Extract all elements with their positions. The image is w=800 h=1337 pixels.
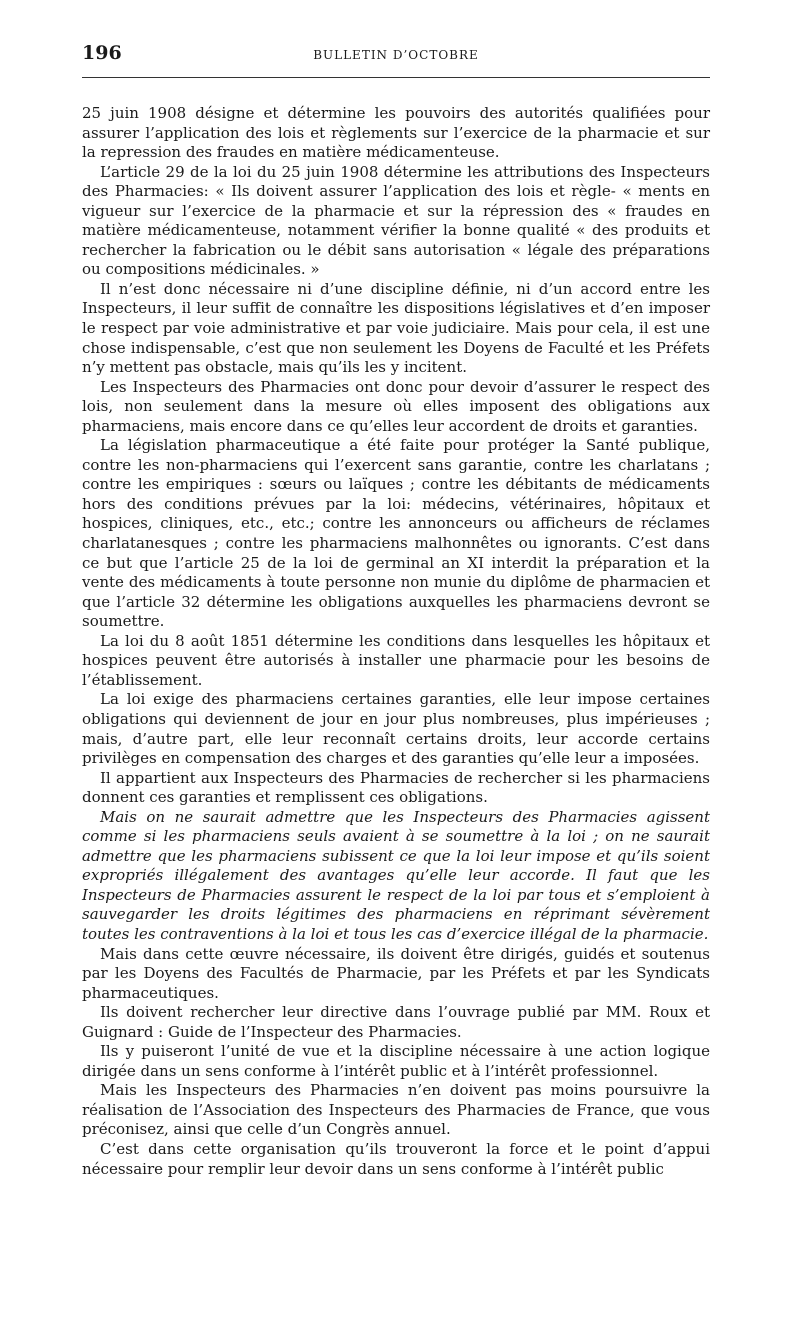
- paragraph: Il appartient aux Inspecteurs des Pharmacies de rechercher si les pharmaciens donnent ces garanties et remplissent ces obligations.: [82, 768, 710, 807]
- body-text: [82, 104, 710, 1179]
- paragraph: 25 juin 1908 désigne et détermine les pouvoirs des autorités qualifiées pour assurer l’application des lois et règlements sur l’exercice de la pharmacie et sur la repression des fraudes en matière médicamenteuse.: [82, 104, 710, 162]
- paragraph: Ils doivent rechercher leur directive dans l’ouvrage publié par MM. Roux et Guignard : Guide de l’Inspecteur des Pharmacies.: [82, 1003, 710, 1041]
- page-number: 196: [82, 42, 122, 64]
- paragraph: L’article 29 de la loi du 25 juin 1908 détermine les attributions des Inspecteurs des Pharmacies: « Ils doivent assurer l’application des lois et règle- « ments en vigueur sur l’exercice de la pharmacie et sur la répression des « fraudes en matière médicamenteuse, notamment vérifier la bonne qualité « des produits et rechercher la fabrication ou le débit sans autorisation « légale des préparations ou compositions médicinales. »: [82, 162, 710, 279]
- paragraph: La loi du 8 août 1851 détermine les conditions dans lesquelles les hôpitaux et hospices peuvent être autorisés à installer une pharmacie pour les besoins de l’établissement.: [82, 631, 710, 689]
- header-rule: [82, 77, 710, 78]
- paragraph: Les Inspecteurs des Pharmacies ont donc pour devoir d’assurer le respect des lois, non seulement dans la mesure où elles imposent des obligations aux pharmaciens, mais encore dans ce qu’elles leur accordent de droits et garanties.: [82, 377, 710, 435]
- paragraph: C’est dans cette organisation qu’ils trouveront la force et le point d’appui nécessaire pour remplir leur devoir dans un sens conforme à l’intérêt public: [82, 1139, 710, 1178]
- paragraph: Ils y puiseront l’unité de vue et la discipline nécessaire à une action logique dirigée dans un sens conforme à l’intérêt public et à l’intérêt professionnel.: [82, 1042, 710, 1080]
- document-page: [82, 42, 710, 1179]
- page-header: [82, 42, 710, 74]
- paragraph: La loi exige des pharmaciens certaines garanties, elle leur impose certaines obligations qui deviennent de jour en jour plus nombreuses, plus impérieuses ; mais, d’autre part, elle leur reconnaît certains droits, leur accorde certains privilèges en compensation des charges et des garanties qu’elle leur a imposées.: [82, 690, 710, 768]
- running-title: BULLETIN D’OCTOBRE: [313, 48, 479, 62]
- paragraph: Mais les Inspecteurs des Pharmacies n’en doivent pas moins poursuivre la réalisation de l’Association des Inspecteurs des Pharmacies de France, que vous préconisez, ainsi que celle d’un Congrès annuel.: [82, 1081, 710, 1139]
- paragraph: Il n’est donc nécessaire ni d’une discipline définie, ni d’un accord entre les Inspecteurs, il leur suffit de connaître les dispositions législatives et d’en imposer le respect par voie administrative et par voie judiciaire. Mais pour cela, il est une chose indispensable, c’est que non seulement les Doyens de Faculté et les Préfets n’y mettent pas obstacle, mais qu’ils les y incitent.: [82, 279, 710, 377]
- italic-paragraph: Mais on ne saurait admettre que les Inspecteurs des Pharmacies agissent comme si les pharmaciens seuls avaient à se soumettre à la loi ; on ne saurait admettre que les pharmaciens subissent ce que la loi leur impose et qu’ils soient expropriés illégalement des avantages qu’elle leur accorde. Il faut que les Inspecteurs de Pharmacies assurent le respect de la loi par tous et s’emploient à sauvegarder les droits légitimes des pharmaciens en réprimant sévèrement toutes les contraventions à la loi et tous les cas d’exercice illégal de la pharmacie.: [82, 807, 710, 943]
- paragraph: Mais dans cette œuvre nécessaire, ils doivent être dirigés, guidés et soutenus par les Doyens des Facultés de Pharmacie, par les Préfets et par les Syndicats pharmaceutiques.: [82, 944, 710, 1002]
- paragraph: La législation pharmaceutique a été faite pour protéger la Santé publique, contre les non-pharmaciens qui l’exercent sans garantie, contre les charlatans ; contre les empiriques : sœurs ou laïques ; contre les débitants de médicaments hors des conditions prévues par la loi: médecins, vétérinaires, hôpitaux et hospices, cliniques, etc., etc.; contre les annonceurs ou afficheurs de réclames charlatanesques ; contre les pharmaciens malhonnêtes ou ignorants. C’est dans ce but que l’article 25 de la loi de germinal an XI interdit la préparation et la vente des médicaments à toute personne non munie du diplôme de pharmacien et que l’article 32 détermine les obligations auxquelles les pharmaciens devront se soumettre.: [82, 436, 710, 631]
